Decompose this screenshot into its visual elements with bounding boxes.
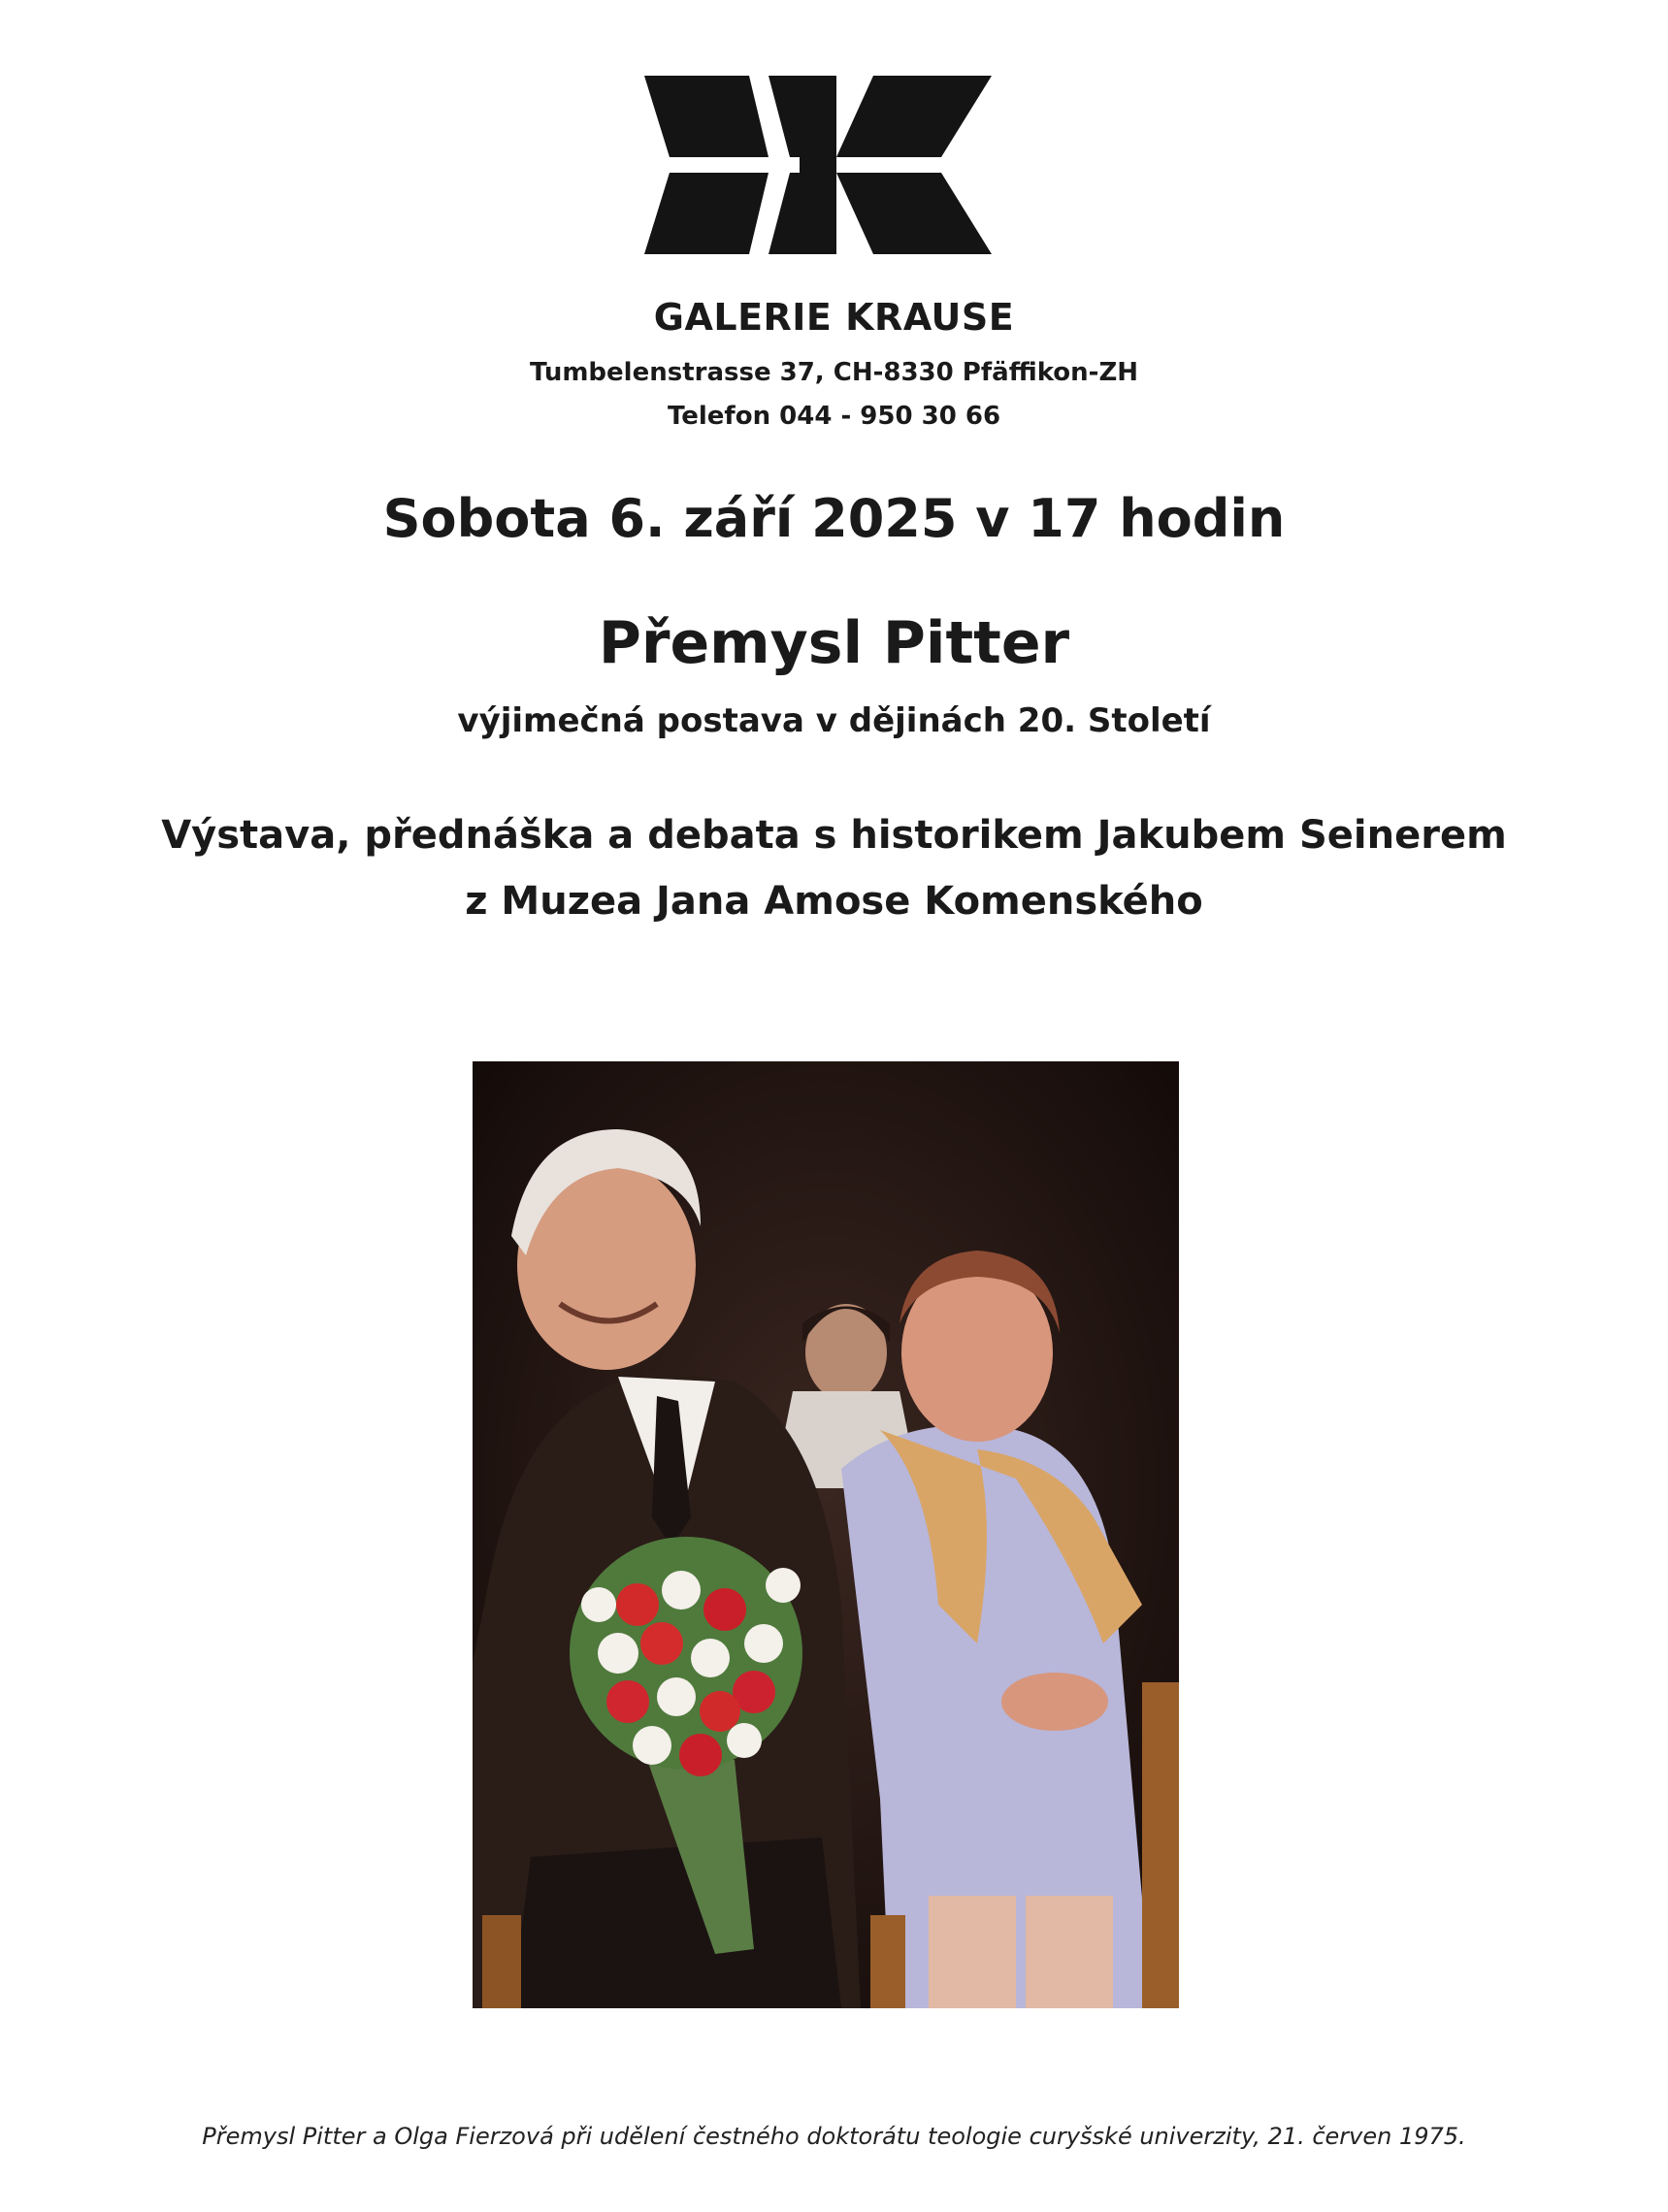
event-description-line-1: Výstava, přednáška a debata s historikem Jakubem Seinerem: [161, 813, 1507, 858]
gallery-name: GALERIE KRAUSE: [653, 296, 1015, 339]
event-description-line-2: z Muzea Jana Amose Komenského: [465, 879, 1203, 924]
person-subtitle: výjimečná postava v dějinách 20. Století: [457, 701, 1211, 740]
gallery-address: Tumbelenstrasse 37, CH-8330 Pfäffikon-ZH: [529, 358, 1139, 387]
photo-caption: Přemysl Pitter a Olga Fierzová při udělení čestného doktorátu teologie curyšské univerzity, 21. červen 1975.: [202, 2123, 1466, 2150]
event-date-time: Sobota 6. září 2025 v 17 hodin: [382, 488, 1286, 549]
galerie-krause-logo: [644, 76, 992, 254]
event-photo: [473, 1061, 1179, 2008]
gallery-phone: Telefon 044 - 950 30 66: [667, 402, 1001, 431]
person-name: Přemysl Pitter: [598, 609, 1070, 677]
